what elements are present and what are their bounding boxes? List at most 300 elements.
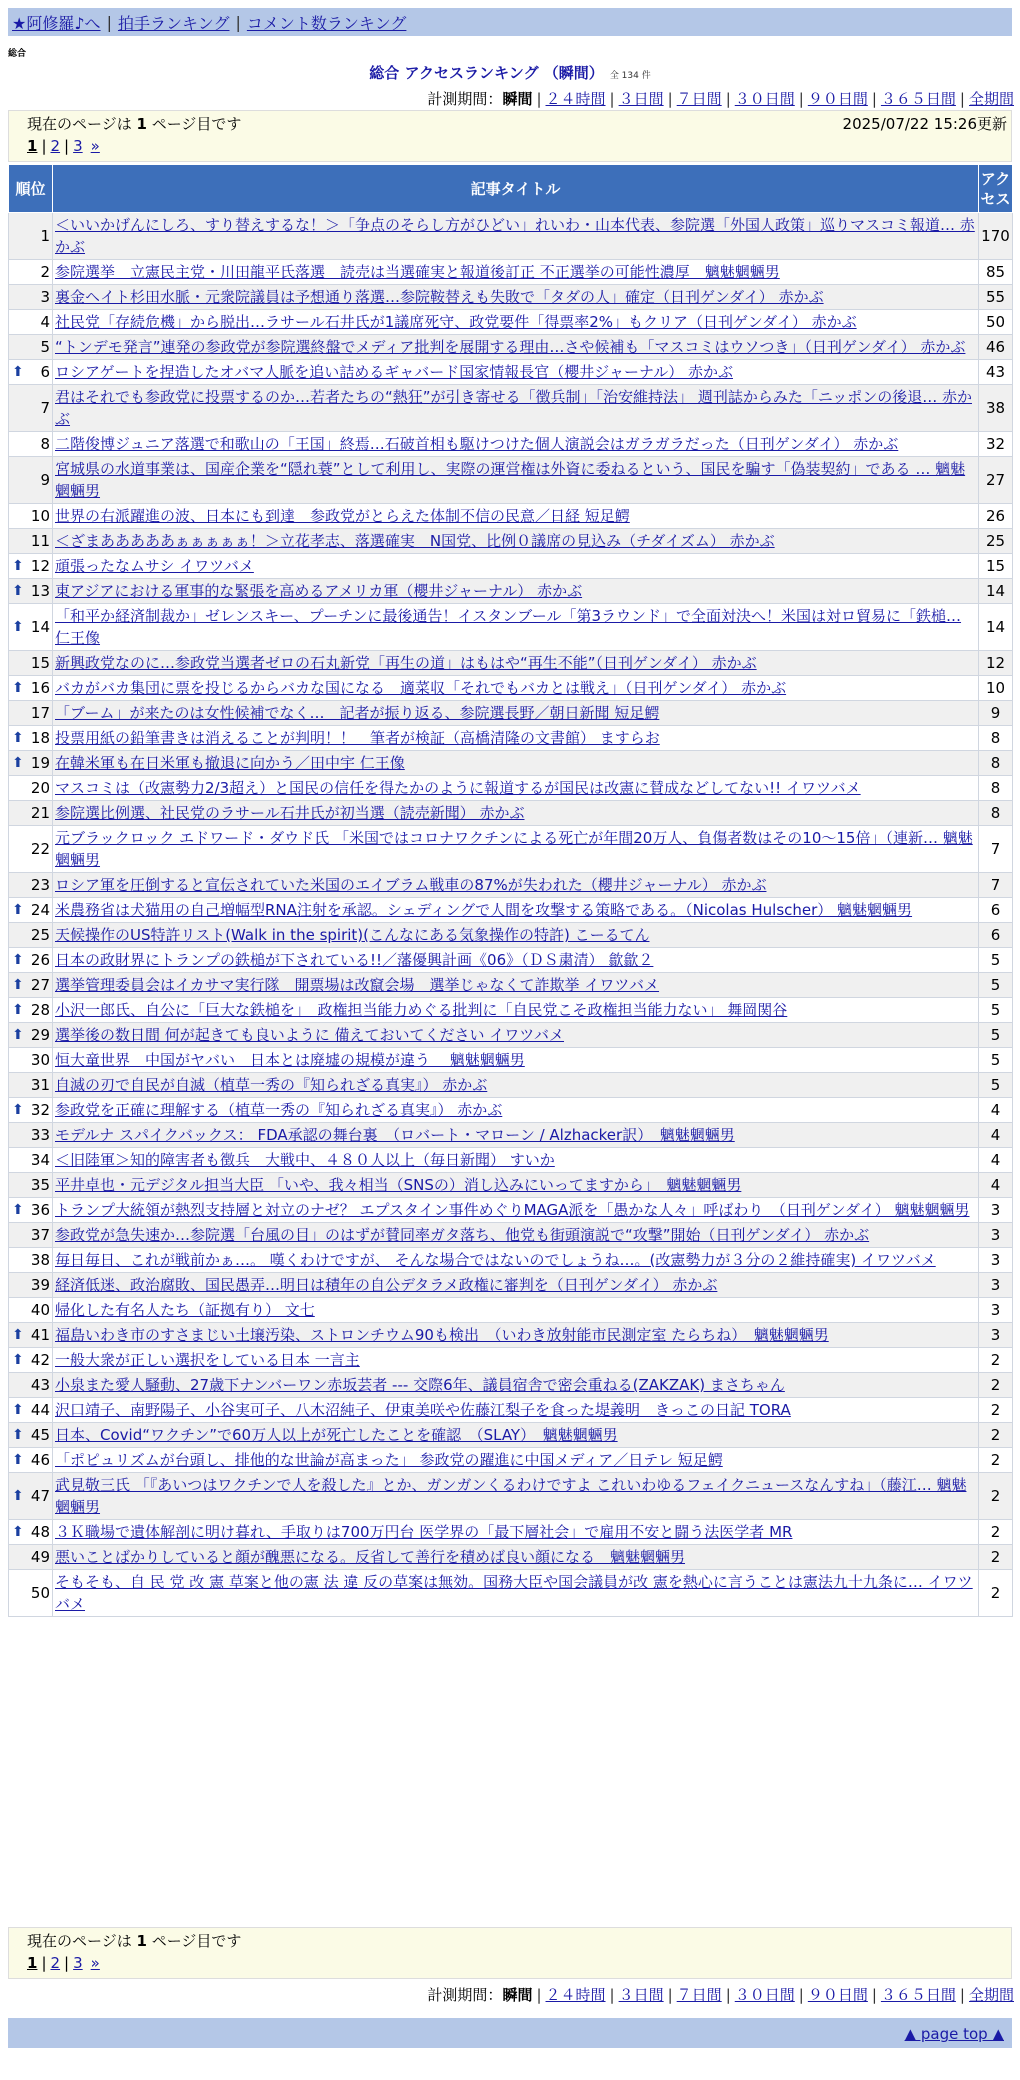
- rank-cell: [9, 701, 53, 726]
- rank-cell: [9, 432, 53, 457]
- rank-cell: [9, 923, 53, 948]
- article-link[interactable]: 平井卓也・元デジタル担当大臣 「いや、我々相当（SNSの）消し込みにいってますから」 魑魅魍魎男: [55, 1176, 742, 1194]
- access-count: 26: [979, 504, 1013, 529]
- table-row: [9, 554, 1013, 579]
- rank-cell: [9, 1148, 53, 1173]
- rank-cell: [9, 801, 53, 826]
- table-row: [9, 1348, 1013, 1373]
- period-option-7[interactable]: 全期間: [968, 90, 1014, 108]
- article-link[interactable]: 沢口靖子、南野陽子、小谷実可子、八木沼純子、伊東美咲や佐藤江梨子を食った堤義明 きっこの日記 TORA: [55, 1401, 791, 1419]
- rank-cell: [9, 1048, 53, 1073]
- access-count: 5: [979, 973, 1013, 998]
- rank-number: 26: [30, 951, 50, 969]
- article-link[interactable]: 二階俊博ジュニア落選で和歌山の「王国」終焉…石破首相も駆けつけた個人演説会はガラガラだった（日刊ゲンダイ） 赤かぶ: [55, 435, 899, 453]
- rank-number: 43: [30, 1376, 50, 1394]
- access-count: 12: [979, 651, 1013, 676]
- title-cell: [53, 1148, 979, 1173]
- ranking-table: [8, 164, 1013, 1617]
- table-row: [9, 504, 1013, 529]
- article-link[interactable]: 世界の右派躍進の波、日本にも到達 参政党がとらえた体制不信の民意／日経 短足鰐: [55, 507, 630, 525]
- rank-number: 34: [30, 1151, 50, 1169]
- table-row: [9, 432, 1013, 457]
- rank-number: 14: [30, 618, 50, 636]
- article-link[interactable]: ロシアゲートを捏造したオバマ人脈を追い詰めるギャバード国家情報長官（櫻井ジャーナル） 赤かぶ: [55, 363, 733, 381]
- article-link[interactable]: 恒大童世界 中国がヤバい 日本とは廃墟の規模が違う 魑魅魍魎男: [55, 1051, 525, 1069]
- period-option-6[interactable]: ３６５日間: [880, 1986, 956, 2004]
- access-count: 38: [979, 385, 1013, 432]
- title-cell: [53, 1348, 979, 1373]
- table-row: [9, 1423, 1013, 1448]
- access-count: 5: [979, 1023, 1013, 1048]
- rank-cell: [9, 1323, 53, 1348]
- access-count: 7: [979, 873, 1013, 898]
- table-row: [9, 826, 1013, 873]
- access-count: 170: [979, 213, 1013, 260]
- period-current: 瞬間: [502, 1986, 533, 2004]
- rank-number: 17: [30, 704, 50, 722]
- access-count: 2: [979, 1423, 1013, 1448]
- access-count: 4: [979, 1173, 1013, 1198]
- article-link[interactable]: 米農務省は犬猫用の自己増幅型RNA注射を承認。シェディングで人間を攻撃する策略である。（Nicolas Hulscher） 魑魅魍魎男: [55, 901, 913, 919]
- table-row: [9, 335, 1013, 360]
- title-cell: [53, 579, 979, 604]
- rank-number: 30: [30, 1051, 50, 1069]
- rank-number: 41: [30, 1326, 50, 1344]
- period-option-1[interactable]: ２４時間: [545, 1986, 606, 2004]
- table-row: [9, 1248, 1013, 1273]
- comment-ranking-link[interactable]: コメント数ランキング: [246, 13, 407, 33]
- title-cell: [53, 701, 979, 726]
- home-link[interactable]: ★阿修羅♪へ: [12, 13, 101, 33]
- title-cell: [53, 826, 979, 873]
- pager-separator: |: [64, 1954, 70, 1972]
- article-link[interactable]: 小泉また愛人騒動、27歳下ナンバーワン赤坂芸者 --- 交際6年、議員宿舎で密会重ねる(ZAKZAK) まさちゃん: [55, 1376, 785, 1394]
- title-cell: [53, 529, 979, 554]
- rank-number: 38: [30, 1251, 50, 1269]
- table-row: [9, 529, 1013, 554]
- table-row: [9, 1545, 1013, 1570]
- table-row: [9, 1298, 1013, 1323]
- access-count: 2: [979, 1348, 1013, 1373]
- rank-number: 46: [30, 1451, 50, 1469]
- article-link[interactable]: 選挙管理委員会はイカサマ実行隊 開票場は改竄会場 選挙じゃなくて詐欺挙 イワツバメ: [55, 976, 660, 994]
- up-arrow-icon: ⬆: [12, 583, 24, 599]
- up-arrow-icon: ⬆: [12, 730, 24, 746]
- access-count: 27: [979, 457, 1013, 504]
- article-link[interactable]: ＜いいかげんにしろ、すり替えするな！＞「争点のそらし方がひどい」れいわ・山本代表、参院選「外国人政策」巡りマスコミ報道… 赤かぶ: [55, 216, 975, 256]
- pager-page-link[interactable]: 2: [50, 1954, 61, 1972]
- up-arrow-icon: ⬆: [12, 1102, 24, 1118]
- period-option-7[interactable]: 全期間: [968, 1986, 1014, 2004]
- rank-number: 1: [40, 227, 50, 245]
- period-option-6[interactable]: ３６５日間: [880, 90, 956, 108]
- rank-cell: [9, 213, 53, 260]
- table-row: [9, 604, 1013, 651]
- pager-next-link[interactable]: »: [90, 1954, 100, 1972]
- title-cell: [53, 873, 979, 898]
- rank-number: 15: [30, 654, 50, 672]
- rank-number: 31: [30, 1076, 50, 1094]
- title-cell: [53, 1023, 979, 1048]
- period-label: 計測期間：: [427, 90, 503, 108]
- rank-number: 49: [30, 1548, 50, 1566]
- rank-number: 37: [30, 1226, 50, 1244]
- rank-cell: [9, 1348, 53, 1373]
- article-link[interactable]: 日本、Covid“ワクチン”で60万人以上が死亡したことを確認 （SLAY） 魑魅魍魎男: [55, 1426, 618, 1444]
- access-count: 25: [979, 529, 1013, 554]
- article-link[interactable]: 新興政党なのに…参政党当選者ゼロの石丸新党「再生の道」はもはや“再生不能”（日刊ゲンダイ） 赤かぶ: [55, 654, 757, 672]
- period-option-4[interactable]: ３０日間: [734, 90, 795, 108]
- title-cell: [53, 726, 979, 751]
- article-link[interactable]: 君はそれでも参政党に投票するのか…若者たちの“熱狂”が引き寄せる「徴兵制」「治安維持法」 週刊誌からみた「ニッポンの後退… 赤かぶ: [55, 388, 972, 428]
- period-option-1[interactable]: ２４時間: [545, 90, 606, 108]
- title-cell: [53, 1473, 979, 1520]
- rank-number: 4: [40, 313, 50, 331]
- rank-cell: [9, 457, 53, 504]
- table-row: [9, 310, 1013, 335]
- access-count: 2: [979, 1373, 1013, 1398]
- period-option-5[interactable]: ９０日間: [807, 1986, 868, 2004]
- up-arrow-icon: ⬆: [12, 680, 24, 696]
- article-link[interactable]: ロシア軍を圧倒すると宣伝されていた米国のエイブラム戦車の87%が失われた（櫻井ジャーナル） 赤かぶ: [55, 876, 767, 894]
- period-separator: |: [959, 1986, 965, 2004]
- table-row: [9, 1323, 1013, 1348]
- pager-page-link[interactable]: 3: [73, 1954, 83, 1972]
- access-count: 5: [979, 948, 1013, 973]
- table-row: [9, 998, 1013, 1023]
- period-option-3[interactable]: ７日間: [676, 90, 722, 108]
- access-count: 50: [979, 310, 1013, 335]
- rank-number: 45: [30, 1426, 50, 1444]
- info-box-bottom: [8, 1927, 1012, 1979]
- title-cell: [53, 385, 979, 432]
- up-arrow-icon: ⬆: [12, 558, 24, 574]
- title-cell: [53, 1545, 979, 1570]
- access-count: 14: [979, 579, 1013, 604]
- article-link[interactable]: トランプ大統領が熱烈支持層と対立のナゼ？ エプスタイン事件めぐりMAGA派を「愚かな人々」呼ばわり （日刊ゲンダイ） 魑魅魍魎男: [55, 1201, 970, 1219]
- rank-number: 18: [30, 729, 50, 747]
- article-link[interactable]: 「ブーム」が来たのは女性候補でなく… 記者が振り返る、参院選長野／朝日新聞 短足鰐: [55, 704, 660, 722]
- up-arrow-icon: ⬆: [12, 1524, 24, 1540]
- period-option-3[interactable]: ７日間: [676, 1986, 722, 2004]
- rank-cell: [9, 1373, 53, 1398]
- table-row: [9, 873, 1013, 898]
- title-cell: [53, 457, 979, 504]
- access-count: 2: [979, 1398, 1013, 1423]
- table-row: [9, 1273, 1013, 1298]
- table-row: [9, 948, 1013, 973]
- rank-cell: [9, 1098, 53, 1123]
- rank-cell: [9, 751, 53, 776]
- table-row: [9, 385, 1013, 432]
- table-row: [9, 1098, 1013, 1123]
- pager-current-page: 1: [27, 137, 38, 155]
- table-row: [9, 1123, 1013, 1148]
- rank-cell: [9, 1473, 53, 1520]
- period-separator: |: [609, 1986, 615, 2004]
- rank-cell: [9, 676, 53, 701]
- pager-separator: |: [41, 1954, 47, 1972]
- article-link[interactable]: 参院選比例選、社民党のラサール石井氏が初当選（読売新聞） 赤かぶ: [55, 804, 525, 822]
- table-row: [9, 1023, 1013, 1048]
- item-count: 全 134 件: [609, 71, 651, 81]
- rank-cell: [9, 604, 53, 651]
- title-cell: [53, 1273, 979, 1298]
- article-link[interactable]: 投票用紙の鉛筆書きは消えることが判明！！ 筆者が検証（高橋清隆の文書館） ますらお: [55, 729, 660, 747]
- rank-number: 5: [40, 338, 50, 356]
- page-title: 総合 アクセスランキング （瞬間）: [369, 64, 604, 82]
- period-separator: |: [667, 90, 673, 108]
- access-count: 8: [979, 776, 1013, 801]
- current-page-text: 現在のページは 1 ページ目です: [27, 115, 242, 133]
- title-cell: [53, 1398, 979, 1423]
- rank-cell: [9, 285, 53, 310]
- table-row: [9, 801, 1013, 826]
- access-count: 85: [979, 260, 1013, 285]
- rank-header: 順位: [9, 165, 53, 213]
- up-arrow-icon: ⬆: [12, 364, 24, 380]
- rank-number: 13: [30, 582, 50, 600]
- up-arrow-icon: ⬆: [12, 619, 24, 635]
- pager-bottom: [27, 1954, 100, 1972]
- up-arrow-icon: ⬆: [12, 1002, 24, 1018]
- rank-cell: [9, 1273, 53, 1298]
- table-row: [9, 1570, 1013, 1617]
- title-cell: [53, 504, 979, 529]
- title-cell: [53, 998, 979, 1023]
- article-link[interactable]: 経済低迷、政治腐敗、国民愚弄…明日は積年の自公デタラメ政権に審判を（日刊ゲンダイ） 赤かぶ: [55, 1276, 718, 1294]
- access-count: 5: [979, 1048, 1013, 1073]
- rank-cell: [9, 529, 53, 554]
- rank-cell: [9, 776, 53, 801]
- table-row: [9, 1520, 1013, 1545]
- title-cell: [53, 554, 979, 579]
- access-count: 15: [979, 554, 1013, 579]
- access-count: 8: [979, 801, 1013, 826]
- table-row: [9, 1448, 1013, 1473]
- access-count: 2: [979, 1520, 1013, 1545]
- table-row: [9, 1198, 1013, 1223]
- article-link[interactable]: 宮城県の水道事業は、国産企業を“隠れ蓑”として利用し、実際の運営権は外資に委ねるという、国民を騙す「偽装契約」である … 魑魅魍魎男: [55, 460, 966, 500]
- period-separator: |: [725, 1986, 731, 2004]
- pager-page-link[interactable]: 3: [73, 137, 83, 155]
- access-count: 55: [979, 285, 1013, 310]
- article-link[interactable]: 悪いことばかりしていると顔が醜悪になる。反省して善行を積めば良い顔になる 魑魅魍魎男: [55, 1548, 686, 1566]
- rank-cell: [9, 1248, 53, 1273]
- title-cell: [53, 1098, 979, 1123]
- rank-number: 21: [30, 804, 50, 822]
- period-option-2[interactable]: ３日間: [618, 90, 664, 108]
- title-cell: [53, 1048, 979, 1073]
- rank-number: 7: [40, 399, 50, 417]
- access-count: 3: [979, 1198, 1013, 1223]
- title-cell: [53, 973, 979, 998]
- article-link[interactable]: 福島いわき市のすさまじい土壌汚染、ストロンチウム90も検出 （いわき放射能市民測定室 たらちね） 魑魅魍魎男: [55, 1326, 829, 1344]
- rank-number: 40: [30, 1301, 50, 1319]
- up-arrow-icon: ⬆: [12, 1488, 24, 1504]
- article-link[interactable]: 参政党を正確に理解する（植草一秀の『知られざる真実』） 赤かぶ: [55, 1101, 503, 1119]
- period-selector-top: [427, 88, 1014, 109]
- article-link[interactable]: 自滅の刃で自民が自滅（植草一秀の『知られざる真実』） 赤かぶ: [55, 1076, 488, 1094]
- period-option-2[interactable]: ３日間: [618, 1986, 664, 2004]
- rank-number: 27: [30, 976, 50, 994]
- table-row: [9, 1473, 1013, 1520]
- table-row: [9, 1223, 1013, 1248]
- access-count: 43: [979, 360, 1013, 385]
- rank-number: 50: [30, 1584, 50, 1602]
- article-link[interactable]: 小沢一郎氏、自公に「巨大な鉄槌を」 政権担当能力めぐる批判に「自民党こそ政権担当能力ない」 舞岡関谷: [55, 1001, 788, 1019]
- period-separator: |: [667, 1986, 673, 2004]
- up-arrow-icon: ⬆: [12, 1202, 24, 1218]
- rank-number: 11: [30, 532, 50, 550]
- article-link[interactable]: 在韓米軍も在日米軍も撤退に向かう／田中宇 仁王像: [55, 754, 405, 772]
- table-row: [9, 898, 1013, 923]
- up-arrow-icon: ⬆: [12, 755, 24, 771]
- article-link[interactable]: そもそも、自 民 党 改 憲 草案と他の憲 法 違 反の草案は無効。国務大臣や国会議員が改 憲を熱心に言うことは憲法九十九条に… イワツバメ: [55, 1573, 973, 1613]
- table-row: [9, 457, 1013, 504]
- rank-number: 32: [30, 1101, 50, 1119]
- article-link[interactable]: 選挙後の数日間 何が起きても良いように 備えておいてください イワツバメ: [55, 1026, 565, 1044]
- access-count: 3: [979, 1248, 1013, 1273]
- access-count: 8: [979, 751, 1013, 776]
- article-link[interactable]: 「和平か経済制裁か」ゼレンスキー、プーチンに最後通告！イスタンブール「第3ラウンド」で全面対決へ！米国は対ロ貿易に「鉄槌… 仁王像: [55, 607, 962, 647]
- clap-ranking-link[interactable]: 拍手ランキング: [117, 13, 230, 33]
- rank-number: 48: [30, 1523, 50, 1541]
- rank-number: 44: [30, 1401, 50, 1419]
- access-count: 2: [979, 1448, 1013, 1473]
- article-link[interactable]: モデルナ スパイクバックス： FDA承認の舞台裏 （ロバート・マローン / Alzhacker訳） 魑魅魍魎男: [55, 1126, 735, 1144]
- rank-cell: [9, 873, 53, 898]
- title-cell: [53, 604, 979, 651]
- period-separator: |: [871, 1986, 877, 2004]
- title-cell: [53, 335, 979, 360]
- access-count: 4: [979, 1148, 1013, 1173]
- title-cell: [53, 432, 979, 457]
- rank-number: 25: [30, 926, 50, 944]
- pager-top: [27, 137, 100, 155]
- rank-cell: [9, 1023, 53, 1048]
- article-link[interactable]: 頑張ったなムサシ イワツバメ: [55, 557, 254, 575]
- table-row: [9, 726, 1013, 751]
- page-title-line: [0, 62, 1020, 83]
- access-count: 10: [979, 676, 1013, 701]
- article-link[interactable]: マスコミは（改憲勢力2/3超え）と国民の信任を得たかのように報道するが国民は改憲に賛成などしてない!! イワツバメ: [55, 779, 861, 797]
- title-cell: [53, 776, 979, 801]
- rank-cell: [9, 1448, 53, 1473]
- period-separator: |: [609, 90, 615, 108]
- title-cell: [53, 651, 979, 676]
- period-option-5[interactable]: ９０日間: [807, 90, 868, 108]
- pager-next-link[interactable]: »: [90, 137, 100, 155]
- rank-number: 42: [30, 1351, 50, 1369]
- rank-number: 12: [30, 557, 50, 575]
- access-count: 32: [979, 432, 1013, 457]
- access-count: 6: [979, 923, 1013, 948]
- title-cell: [53, 213, 979, 260]
- title-cell: [53, 360, 979, 385]
- info-box-top: [8, 110, 1012, 162]
- article-link[interactable]: ３Ｋ職場で遺体解剖に明け暮れ、手取りは700万円台 医学界の「最下層社会」で雇用不安と闘う法医学者 MR: [55, 1523, 793, 1541]
- access-count: 14: [979, 604, 1013, 651]
- article-link[interactable]: 武見敬三氏 「『あいつはワクチンで人を殺した』とか、ガンガンくるわけですよ これいわゆるフェイクニュースなんすね」（藤江… 魑魅魍魎男: [55, 1476, 967, 1516]
- article-link[interactable]: 一般大衆が正しい選択をしている日本 一言主: [55, 1351, 360, 1369]
- article-link[interactable]: バカがバカ集団に票を投じるからバカな国になる 適菜収「それでもバカとは戦え」（日刊ゲンダイ） 赤かぶ: [55, 679, 787, 697]
- title-cell: [53, 1570, 979, 1617]
- article-link[interactable]: 毎日毎日、これが戦前かぁ…。 嘆くわけですが、 そんな場合ではないのでしょうね…。(改憲勢力が３分の２維持確実) イワツバメ: [55, 1251, 936, 1269]
- title-header: 記事タイトル: [53, 165, 979, 213]
- rank-number: 22: [30, 840, 50, 858]
- period-separator: |: [536, 1986, 542, 2004]
- period-option-4[interactable]: ３０日間: [734, 1986, 795, 2004]
- period-separator: |: [959, 90, 965, 108]
- article-link[interactable]: 参院選挙 立憲民主党・川田龍平氏落選 読売は当選確実と報道後訂正 不正選挙の可能性濃厚 魑魅魍魎男: [55, 263, 780, 281]
- access-count: 6: [979, 898, 1013, 923]
- rank-cell: [9, 1198, 53, 1223]
- article-link[interactable]: 社民党「存続危機」から脱出…ラサール石井氏が1議席死守、政党要件「得票率2%」もクリア（日刊ゲンダイ） 赤かぶ: [55, 313, 857, 331]
- rank-number: 16: [30, 679, 50, 697]
- article-link[interactable]: 帰化した有名人たち（証拠有り） 文七: [55, 1301, 315, 1319]
- table-row: [9, 360, 1013, 385]
- article-link[interactable]: 日本の政財界にトランプの鉄槌が下されている!!／藩優興計画《06》（ＤＳ粛清） 歙歙２: [55, 951, 654, 969]
- rank-cell: [9, 726, 53, 751]
- rank-cell: [9, 579, 53, 604]
- title-cell: [53, 1423, 979, 1448]
- rank-cell: [9, 1545, 53, 1570]
- rank-cell: [9, 1298, 53, 1323]
- rank-cell: [9, 1173, 53, 1198]
- table-row: [9, 213, 1013, 260]
- title-cell: [53, 923, 979, 948]
- access-count: 3: [979, 1298, 1013, 1323]
- rank-cell: [9, 504, 53, 529]
- pager-page-link[interactable]: 2: [50, 137, 61, 155]
- article-link[interactable]: “トンデモ発言”連発の参政党が参院選終盤でメディア批判を展開する理由…さや候補も「マスコミはウソつき」（日刊ゲンダイ） 赤かぶ: [55, 338, 966, 356]
- article-link[interactable]: ＜ざまあああああぁぁぁぁぁ！＞立花孝志、落選確実 N国党、比例０議席の見込み（チダイズム） 赤かぶ: [55, 532, 775, 550]
- article-link[interactable]: 「ポピュリズムが台頭し、排他的な世論が高まった」 参政党の躍進に中国メディア／日テレ 短足鰐: [55, 1451, 723, 1469]
- rank-cell: [9, 1073, 53, 1098]
- bottom-bar: [8, 2018, 1012, 2048]
- article-link[interactable]: 東アジアにおける軍事的な緊張を高めるアメリカ軍（櫻井ジャーナル） 赤かぶ: [55, 582, 583, 600]
- title-cell: [53, 1448, 979, 1473]
- access-count: 46: [979, 335, 1013, 360]
- title-cell: [53, 1173, 979, 1198]
- rank-cell: [9, 554, 53, 579]
- table-row: [9, 1398, 1013, 1423]
- period-selector-bottom: [427, 1984, 1014, 2005]
- rank-cell: [9, 1520, 53, 1545]
- table-row: [9, 260, 1013, 285]
- up-arrow-icon: ⬆: [12, 1027, 24, 1043]
- period-separator: |: [798, 90, 804, 108]
- article-link[interactable]: 元ブラックロック エドワード・ダウド氏 「米国ではコロナワクチンによる死亡が年間20万人、負傷者数はその10～15倍」（連新… 魑魅魍魎男: [55, 829, 973, 869]
- article-link[interactable]: 天候操作のUS特許リスト(Walk in the spirit)(こんなにある気象操作の特許) こーるてん: [55, 926, 650, 944]
- access-count: 4: [979, 1123, 1013, 1148]
- title-cell: [53, 898, 979, 923]
- period-separator: |: [536, 90, 542, 108]
- page-top-link[interactable]: ▲ page top ▲: [904, 2025, 1004, 2043]
- article-link[interactable]: ＜旧陸軍＞知的障害者も徴兵 大戦中、４８０人以上（毎日新聞） すいか: [55, 1151, 555, 1169]
- access-count: 3: [979, 1323, 1013, 1348]
- up-arrow-icon: ⬆: [12, 1327, 24, 1343]
- article-link[interactable]: 裏金ヘイト杉田水脈・元衆院議員は予想通り落選…参院鞍替えも失敗で「タダの人」確定（日刊ゲンダイ） 赤かぶ: [55, 288, 824, 306]
- title-cell: [53, 1323, 979, 1348]
- rank-number: 29: [30, 1026, 50, 1044]
- rank-cell: [9, 310, 53, 335]
- article-link[interactable]: 参政党が急失速か…参院選「台風の目」のはずが賛同率ガタ落ち、他党も街頭演説で“攻撃”開始（日刊ゲンダイ） 赤かぶ: [55, 1226, 870, 1244]
- period-label: 計測期間：: [427, 1986, 503, 2004]
- rank-number: 24: [30, 901, 50, 919]
- title-cell: [53, 1123, 979, 1148]
